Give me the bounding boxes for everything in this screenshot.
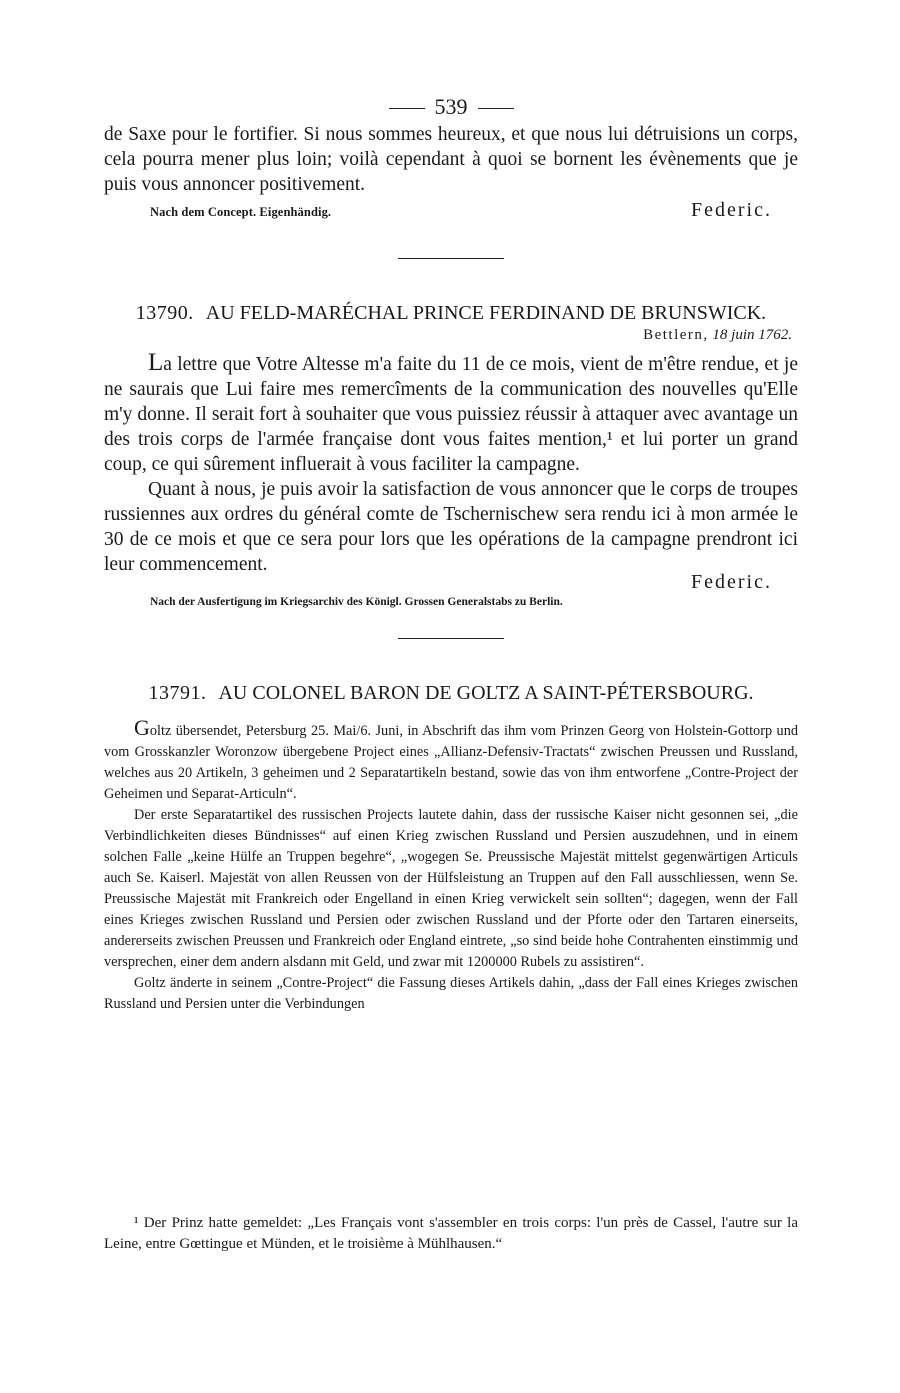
footnote: ¹ Der Prinz hatte gemeldet: „Les Français vont s'assembler en trois corps: l'un près de Cassel, l'autre sur la Leine, entre Gœttingue et Münden, et le troisième à Mühlhausen.“ xyxy=(104,1215,798,1252)
letter-paragraph: Quant à nous, je puis avoir la satisfaction de vous annoncer que le corps de troupes russiennes aux ordres du général comte de Tschernischew sera rendu ici à mon armée le 30 de ce mois et que ce sera pour lors que les opérations de la campagne prendront ici leur commencement. xyxy=(104,479,798,575)
signature: Federic. xyxy=(691,571,772,593)
running-head xyxy=(104,92,798,122)
summary-paragraph xyxy=(104,717,798,805)
date: 18 juin 1762. xyxy=(712,327,792,343)
source-note: Nach dem Concept. Eigenhändig. xyxy=(150,205,332,219)
dash-right xyxy=(478,108,514,109)
dash-left xyxy=(389,108,425,109)
summary-paragraph: Der erste Separatartikel des russischen Projects lautete dahin, dass der russische Kaiser nicht gesonnen sei, „die Verbindlichkeiten dieses Bündnisses“ auf einen Krieg zwischen Russland und Persien auszudehnen, und in einem solchen Falle „keine Hülfe an Truppen begehre“, „wogegen Se. Preussische Majestät mittelst gegenwärtigen Articuls auch Se. Kaiserl. Majestät von allen Reussen von der Hülfsleistung an Truppen auf den Fall ausschliessen, wenn Se. Preussische Majestät mit Frankreich oder Engelland in einen Krieg verwickelt sein sollten“; dagegen, wenn der Fall eines Krieges zwischen Russland und Persien oder zwischen Russland und der Pforte oder den Tartaren einerseits, andererseits zwischen Preussen und Frankreich oder England eintrete, „so sind beide hohe Contrahenten einstimmig und versprechen, einer dem andern alsdann mit Geld, und zwar mit 1200000 Rubels zu assistiren“. xyxy=(104,807,798,970)
paragraph-text: oltz übersendet, Petersburg 25. Mai/6. Juni, in Abschrift das ihm vom Prinzen Georg von Holstein-Gottorp und vom Grosskanzler Woronzow übergebene Project eines „Allianz-Defensiv-Tractats“ zwischen Preussen und Russland, welches aus 20 Artikeln, 3 geheimen und 2 Separatartikeln bestand, sowie das von ihm entworfene „Contre-Project der Geheimen und Separat-Articuln“. xyxy=(104,723,798,802)
section-rule xyxy=(398,638,504,639)
place: Bettlern, xyxy=(643,327,709,343)
paragraph-text: a lettre que Votre Altesse m'a faite du 11 de ce mois, vient de m'être rendue, et je ne saurais que Lui faire mes remercîments de la communication des nouvelles qu'Elle m'y donne. Il serait fort à souhaiter que vous puissiez réussir à attaquer avec avantage un des trois corps de l'armée française dont vous faites mention,¹ et lui porter un grand coup, ce qui sûrement influerait à vous faciliter la campagne. xyxy=(104,354,798,475)
letter-heading xyxy=(104,301,798,325)
letter-number: 13791. xyxy=(148,682,207,704)
summary-paragraph: Goltz änderte in seinem „Contre-Project“ die Fassung dieses Artikels dahin, „dass der Fall eines Krieges zwischen Russland und Persien unter die Verbindungen xyxy=(104,975,798,1012)
signature: Federic. xyxy=(691,199,772,221)
spacer xyxy=(104,705,798,717)
letter-title: AU FELD-MARÉCHAL PRINCE FERDINAND DE BRUNSWICK. xyxy=(205,302,767,324)
page-number: 539 xyxy=(434,94,468,119)
place-date xyxy=(104,327,792,344)
initial-letter: G xyxy=(134,715,150,740)
letter-number: 13790. xyxy=(135,302,194,324)
source-row xyxy=(104,199,798,222)
letter-paragraph xyxy=(104,350,798,477)
initial-letter: L xyxy=(148,349,164,376)
page xyxy=(104,92,798,1015)
letter-title: AU COLONEL BARON DE GOLTZ A SAINT-PÉTERSBOURG. xyxy=(218,682,754,704)
continuation-paragraph: de Saxe pour le fortifier. Si nous sommes heureux, et que nous lui détruisions un corps, cela pourra mener plus loin; voilà cependant à quoi se bornent les évènements que je puis vous annoncer positivement. xyxy=(104,124,798,195)
source-note: Nach der Ausfertigung im Kriegsarchiv des Königl. Grossen Generalstabs zu Berlin. xyxy=(150,596,563,608)
letter-heading xyxy=(104,681,798,705)
section-rule xyxy=(398,258,504,259)
